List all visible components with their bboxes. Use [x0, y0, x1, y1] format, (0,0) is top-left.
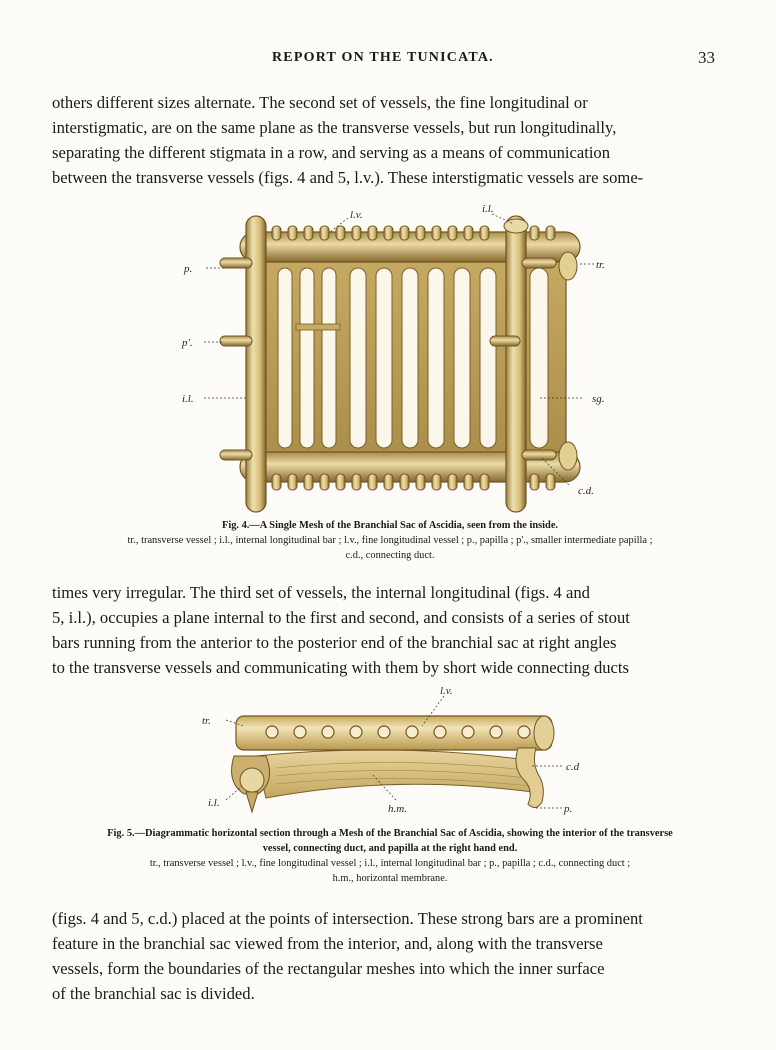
caption-legend: tr., transverse vessel ; l.v., fine longitudinal vessel ; i.l., internal longitudinal bar ; p., papilla ; c.d., connecting duct ;: [149, 858, 631, 869]
label-p: p.: [564, 803, 573, 815]
text-line: vessels, form the boundaries of the rectangular meshes into which the inner surface: [52, 959, 605, 978]
caption-legend: c.d., connecting duct.: [345, 550, 435, 561]
text-line: others different sizes alternate. The second set of vessels, the fine longitudinal or: [52, 93, 588, 112]
text-line: times very irregular. The third set of vessels, the internal longitudinal (figs. 4 and: [52, 583, 590, 602]
label-p-prime: p'.: [182, 337, 193, 349]
caption-title: Fig. 4.—A Single Mesh of the Branchial Sac of Ascidia, seen from the inside.: [221, 520, 559, 531]
text-line: interstigmatic, are on the same plane as the transverse vessels, but run longitudinally,: [52, 118, 617, 137]
label-lv: l.v.: [440, 685, 453, 697]
caption-legend: tr., transverse vessel ; i.l., internal longitudinal bar ; l.v., fine longitudinal vessel ; p., papilla ; p'., smaller intermediate papilla ;: [127, 535, 653, 546]
label-il-top: i.l.: [482, 203, 494, 215]
running-head: [0, 46, 776, 72]
page-number: 33: [698, 48, 715, 67]
text-line: 5, i.l.), occupies a plane internal to the first and second, and consists of a series of stout: [52, 608, 630, 627]
label-lv: l.v.: [350, 209, 363, 221]
label-hm: h.m.: [388, 803, 407, 815]
text-line: (figs. 4 and 5, c.d.) placed at the points of intersection. These strong bars are a prominent: [52, 909, 643, 928]
figure-5-horizontal-section: [196, 682, 596, 822]
text-line: feature in the branchial sac viewed from the interior, and, along with the transverse: [52, 934, 603, 953]
figure-5-caption: [40, 826, 740, 886]
running-head-title: REPORT ON THE TUNICATA.: [272, 50, 494, 65]
paragraph-2: [52, 580, 724, 680]
text-line: to the transverse vessels and communicating with them by short wide connecting ducts: [52, 658, 629, 677]
label-il-left: i.l.: [182, 393, 194, 405]
text-line: between the transverse vessels (figs. 4 and 5, l.v.). These interstigmatic vessels are some-: [52, 168, 644, 187]
text-line: separating the different stigmata in a row, and serving as a means of communication: [52, 143, 611, 162]
label-tr: tr.: [596, 259, 605, 271]
text-line: bars running from the anterior to the posterior end of the branchial sac at right angles: [52, 633, 617, 652]
label-il: i.l.: [208, 797, 220, 809]
caption-legend: h.m., horizontal membrane.: [332, 873, 448, 884]
paragraph-3: [52, 906, 724, 1006]
label-cd: c.d: [566, 761, 580, 773]
text-line: of the branchial sac is divided.: [52, 984, 255, 1003]
label-cd: c.d.: [578, 485, 594, 497]
caption-title: vessel, connecting duct, and papilla at the right hand end.: [262, 843, 518, 854]
label-sg: sg.: [592, 393, 605, 405]
caption-title: Fig. 5.—Diagrammatic horizontal section through a Mesh of the Branchial Sac of Ascidia, showing the interior of the transverse: [107, 828, 673, 839]
label-tr: tr.: [202, 715, 211, 727]
label-p: p.: [184, 263, 193, 275]
figure-4-branchial-mesh: [170, 196, 630, 514]
figure-4-caption: [60, 518, 720, 563]
paragraph-1: [52, 90, 724, 190]
